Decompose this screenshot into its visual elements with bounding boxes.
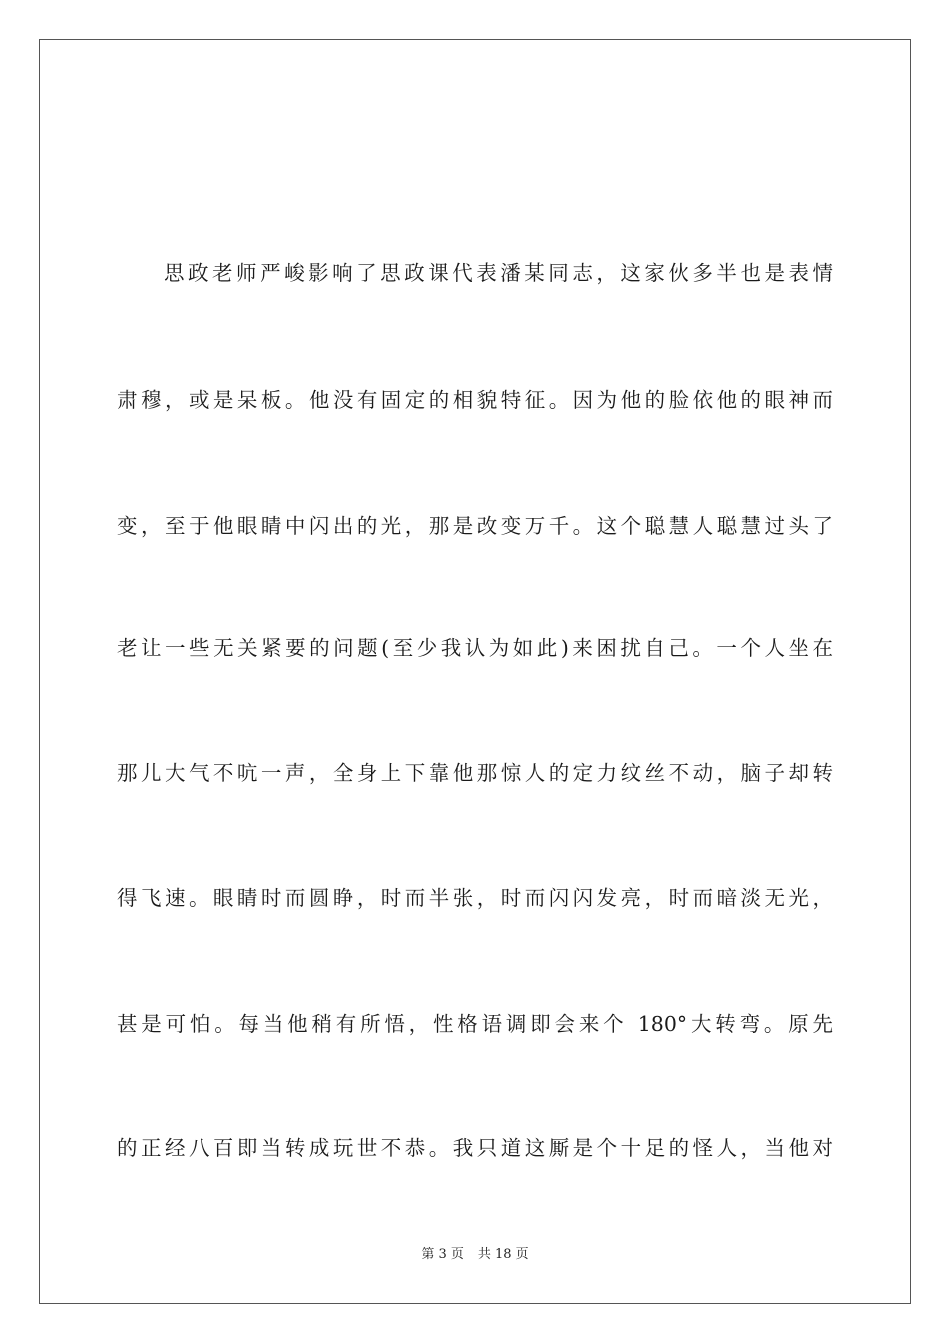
- text-line: 得飞速。眼睛时而圆睁，时而半张，时而闪闪发亮，时而暗淡无光，: [117, 886, 833, 910]
- text-line: 甚是可怕。每当他稍有所悟，性格语调即会来个 180°大转弯。原先: [117, 1012, 833, 1036]
- total-pages: 共 18 页: [477, 1247, 529, 1262]
- text-line: 变，至于他眼睛中闪出的光，那是改变万千。这个聪慧人聪慧过头了: [117, 514, 833, 538]
- text-line: 思政老师严峻影响了思政课代表潘某同志，这家伙多半也是表情: [164, 261, 833, 285]
- text-line: 的正经八百即当转成玩世不恭。我只道这厮是个十足的怪人，当他对: [117, 1136, 833, 1160]
- text-line: 老让一些无关紧要的问题(至少我认为如此)来困扰自己。一个人坐在: [117, 636, 833, 660]
- page-border: [39, 39, 911, 1304]
- page-number: 第 3 页: [421, 1247, 464, 1262]
- text-line: 那儿大气不吭一声，全身上下靠他那惊人的定力纹丝不动，脑子却转: [117, 761, 833, 785]
- text-line: 肃穆，或是呆板。他没有固定的相貌特征。因为他的脸依他的眼神而: [117, 388, 833, 412]
- page-footer: [0, 1246, 950, 1264]
